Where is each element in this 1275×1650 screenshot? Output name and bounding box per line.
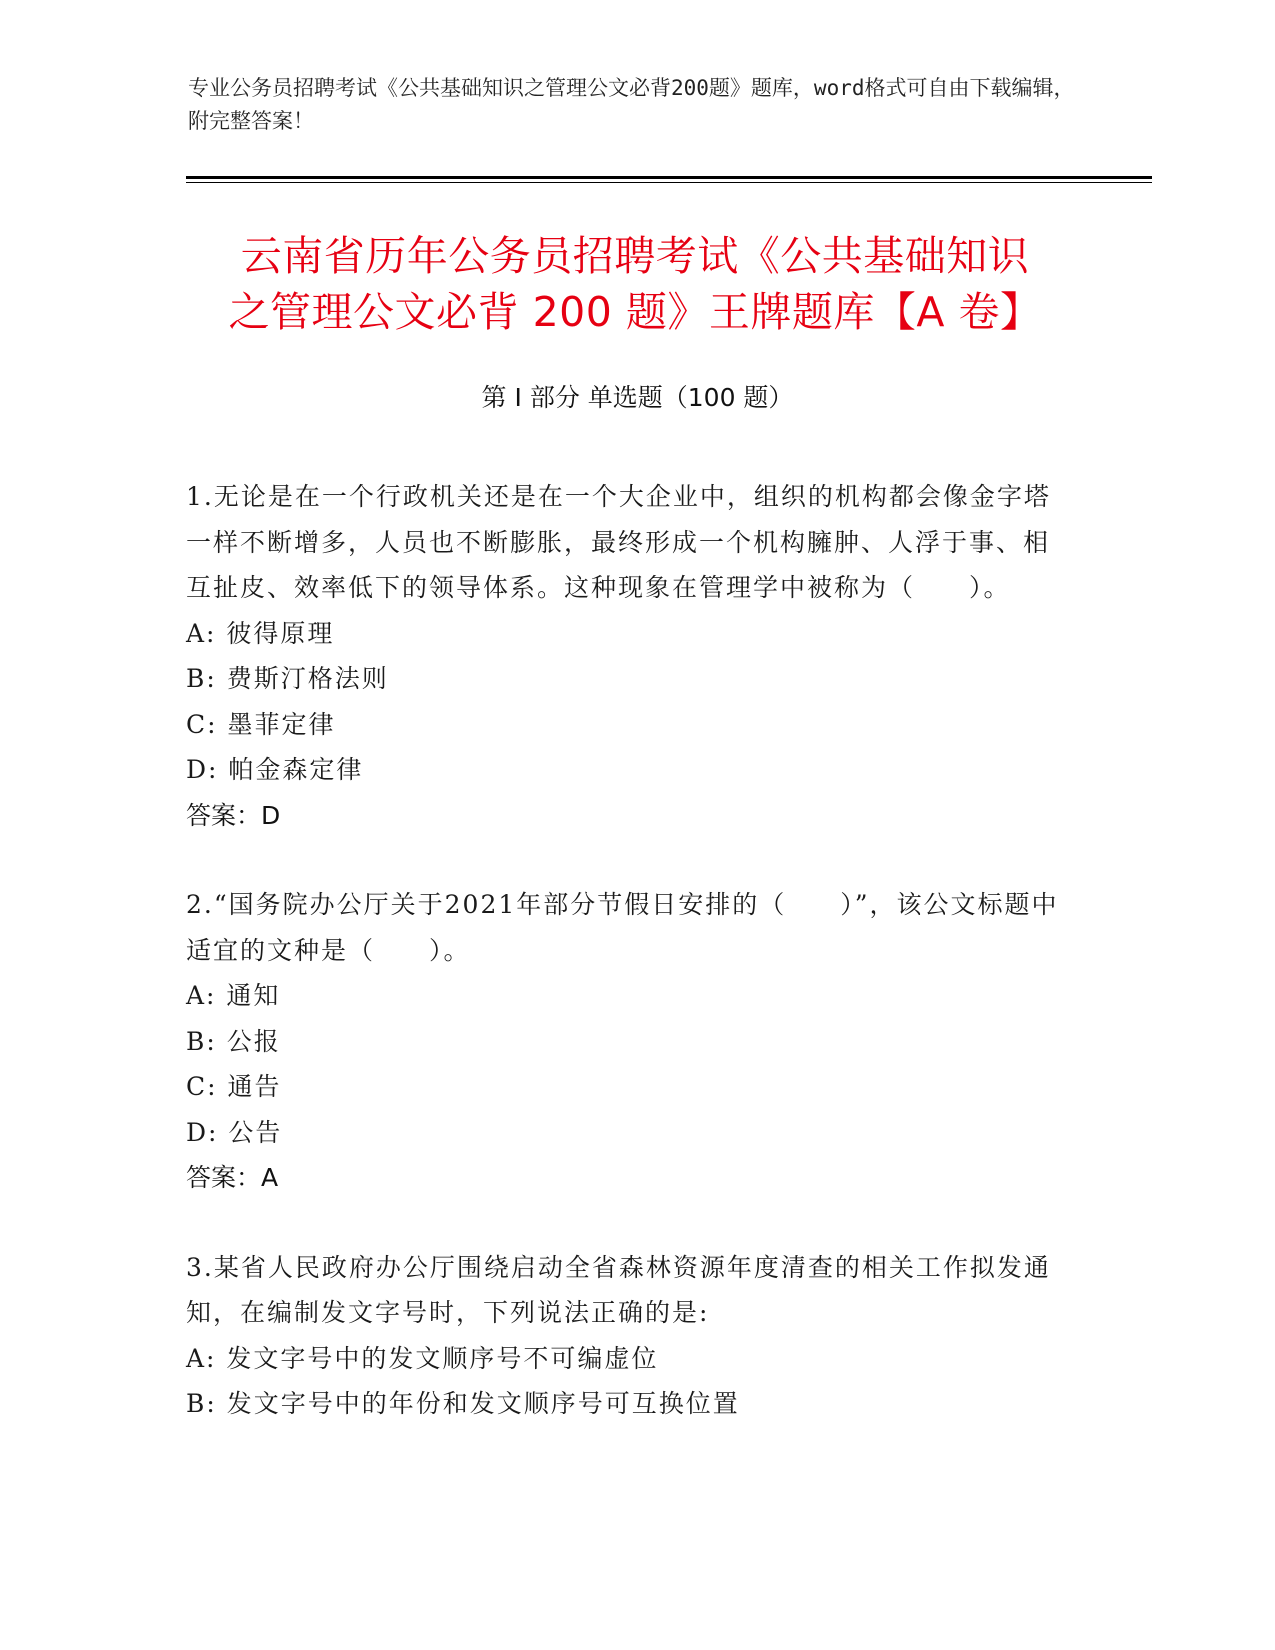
option-b: B: 公报: [186, 1026, 281, 1056]
option-d: D: 公告: [186, 1117, 283, 1147]
question-stem: 1.无论是在一个行政机关还是在一个大企业中，组织的机构都会像金字塔一样不断增多，人员也不断膨胀，最终形成一个机构臃肿、人浮于事、相互扯皮、效率低下的领导体系。这种现象在管理学中被称为（ ）。: [186, 482, 1051, 602]
question-2: [186, 882, 1076, 1201]
document-title-line-2: 之管理公文必背 200 题》王牌题库【A 卷】: [228, 288, 1042, 336]
header-divider-thin: [186, 182, 1152, 183]
option-d: D: 帕金森定律: [186, 755, 364, 784]
section-title: 第 I 部分 单选题（100 题）: [481, 383, 794, 412]
question-stem: 2.“国务院办公厅关于2021年部分节假日安排的（ ）”，该公文标题中适宜的文种是（ ）。: [186, 890, 1059, 965]
option-a: A: 通知: [186, 981, 281, 1010]
option-b: B: 费斯汀格法则: [186, 664, 389, 693]
option-a: A: 彼得原理: [186, 618, 335, 648]
option-a: A: 发文字号中的发文顺序号不可编虚位: [186, 1343, 659, 1373]
answer-line: 答案：D: [186, 800, 281, 830]
option-b: B: 发文字号中的年份和发文顺序号可互换位置: [186, 1389, 740, 1418]
option-c: C: 墨菲定律: [186, 709, 336, 739]
question-3: [186, 1245, 1076, 1427]
answer-line: 答案：A: [186, 1163, 279, 1192]
header-divider-thick: [186, 176, 1152, 179]
document-title: [180, 228, 1090, 340]
document-title-line-1: 云南省历年公务员招聘考试《公共基础知识: [240, 232, 1030, 280]
question-1: [186, 474, 1076, 838]
question-stem: 3.某省人民政府办公厅围绕启动全省森林资源年度清查的相关工作拟发通知，在编制发文字号时，下列说法正确的是:: [186, 1252, 1051, 1327]
header-note: 专业公务员招聘考试《公共基础知识之管理公文必背200题》题库，word格式可自由下载编辑，附完整答案！: [188, 76, 1075, 133]
option-c: C: 通告: [186, 1072, 282, 1101]
question-list: [186, 474, 1076, 1471]
